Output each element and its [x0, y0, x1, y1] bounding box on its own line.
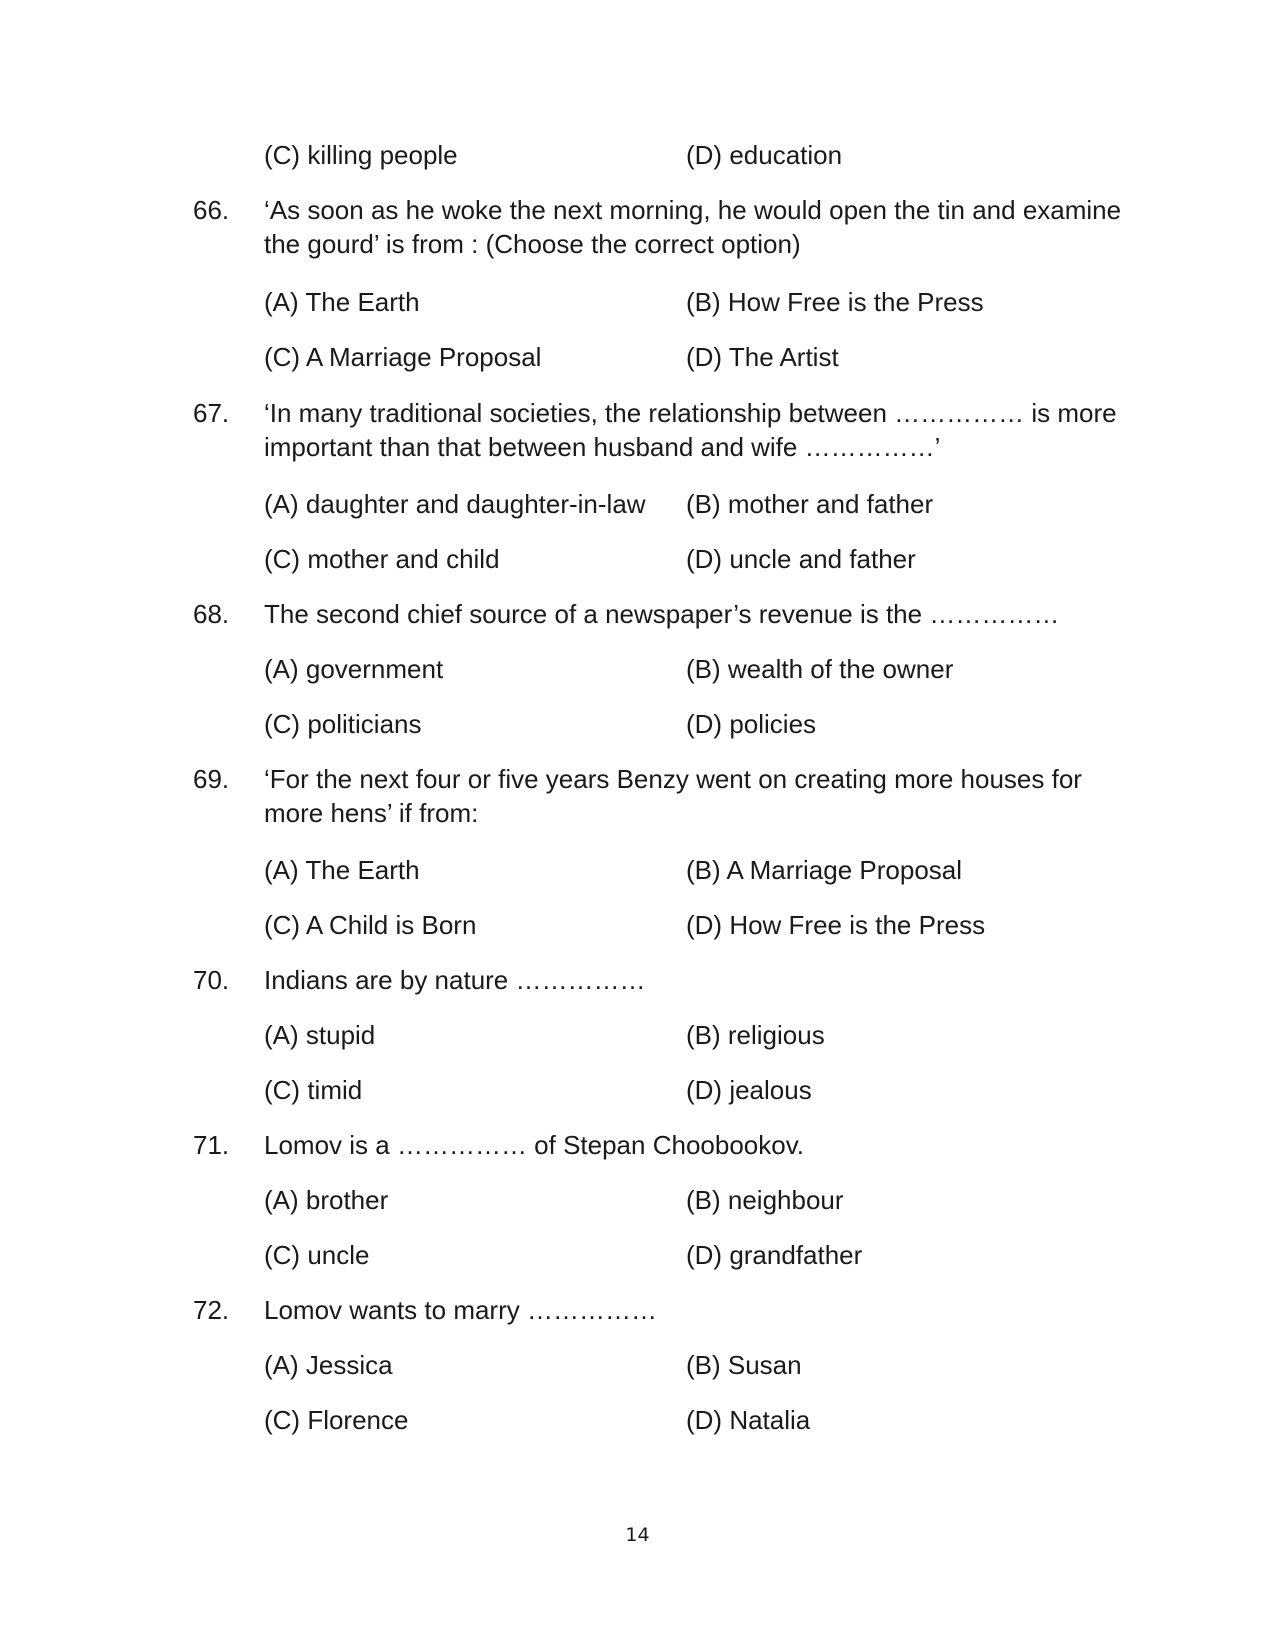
option-d: (D) policies	[686, 709, 817, 739]
option-a: (A) daughter and daughter-in-law	[264, 489, 646, 519]
question-text: ‘For the next four or five years Benzy went on creating more houses for more hens’ if from:	[264, 764, 1082, 828]
question-number: 69.	[193, 764, 230, 794]
option-b: (B) neighbour	[686, 1185, 844, 1215]
option-a: (A) The Earth	[264, 287, 420, 317]
question-text: The second chief source of a newspaper’s revenue is the ……………	[264, 599, 1060, 629]
option-a: (A) brother	[264, 1185, 389, 1215]
question-number: 70.	[193, 965, 230, 995]
option-c: (C) A Marriage Proposal	[264, 342, 542, 372]
option-b: (B) religious	[686, 1020, 825, 1050]
option-b: (B) mother and father	[686, 489, 934, 519]
option-c: (C) timid	[264, 1075, 363, 1105]
option-c: (C) politicians	[264, 709, 422, 739]
option-d: (D) Natalia	[686, 1405, 811, 1435]
question-text: Lomov wants to marry ……………	[264, 1295, 657, 1325]
question-number: 71.	[193, 1130, 230, 1160]
option-c: (C) A Child is Born	[264, 910, 477, 940]
option-d: (D) How Free is the Press	[686, 910, 986, 940]
question-text: ‘As soon as he woke the next morning, he would open the tin and examine the gourd’ is from : (Choose the correct option)	[264, 195, 1122, 259]
option-a: (A) The Earth	[264, 855, 420, 885]
option-c: (C) killing people	[264, 140, 458, 170]
option-b: (B) Susan	[686, 1350, 802, 1380]
option-c: (C) Florence	[264, 1405, 409, 1435]
question-number: 66.	[193, 195, 230, 225]
option-c: (C) mother and child	[264, 544, 500, 574]
question-text: Lomov is a …………… of Stepan Choobookov.	[264, 1130, 804, 1160]
option-d: (D) education	[686, 140, 843, 170]
option-d: (D) grandfather	[686, 1240, 863, 1270]
option-d: (D) uncle and father	[686, 544, 916, 574]
option-c: (C) uncle	[264, 1240, 370, 1270]
option-d: (D) The Artist	[686, 342, 839, 372]
option-b: (B) A Marriage Proposal	[686, 855, 963, 885]
option-a: (A) government	[264, 654, 444, 684]
question-number: 72.	[193, 1295, 230, 1325]
question-text: ‘In many traditional societies, the relationship between …………… is more important than that between husband and wife ……………’	[264, 398, 1117, 462]
option-a: (A) stupid	[264, 1020, 376, 1050]
option-d: (D) jealous	[686, 1075, 812, 1105]
question-text: Indians are by nature ……………	[264, 965, 646, 995]
question-number: 67.	[193, 398, 230, 428]
option-b: (B) How Free is the Press	[686, 287, 984, 317]
page-number: 14	[625, 1524, 650, 1546]
option-b: (B) wealth of the owner	[686, 654, 954, 684]
question-number: 68.	[193, 599, 230, 629]
option-a: (A) Jessica	[264, 1350, 393, 1380]
